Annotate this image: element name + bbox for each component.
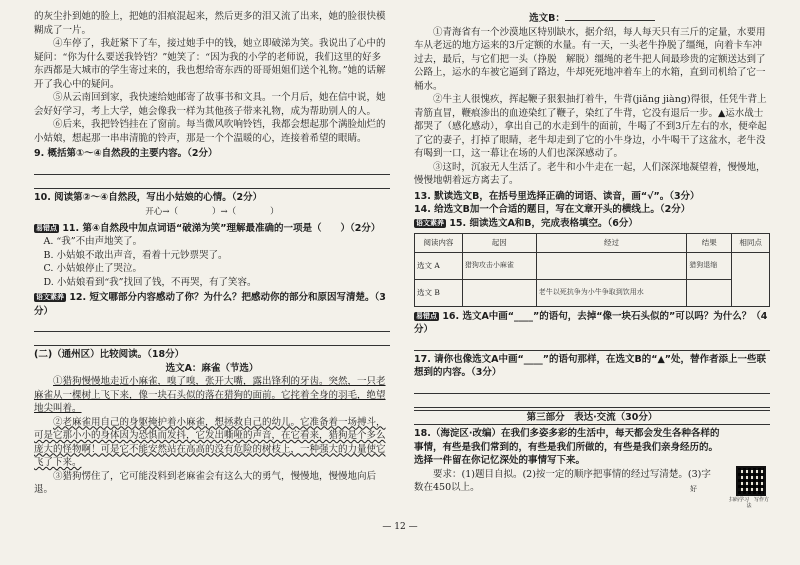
question-17: 17. 请你也像选文A中画“____”的语句那样，在选文B的“▲”处，替作者添上一些联想到的内容。（3分） [414, 353, 767, 378]
table-header: 相同点 [732, 234, 770, 253]
tag-badge: 语文素养 [36, 293, 64, 301]
mood-flow: 开心→（ ）→（ ） [145, 207, 279, 217]
text-a-paragraph-1: ①猎狗慢慢地走近小麻雀，嗅了嗅，张开大嘴，露出锋利的牙齿。突然，一只老麻雀从一棵树上飞下来，像一块石头似的落在猎狗的面前。它挓着全身的羽毛，绝望地尖叫着。 [34, 376, 386, 414]
table-header: 阅读内容 [415, 234, 463, 253]
text-a-paragraph-3: ③猎狗愣住了，它可能没料到老麻雀会有这么大的勇气，慢慢地，慢慢地向后退。 [34, 470, 377, 495]
row-label: 选文 A [415, 252, 463, 279]
passage-paragraph-4: ④车停了，我赶紧下了车，接过她手中的钱，她立即破涕为笑。我说出了心中的疑问：“你为什么要送我铃铛？”她笑了：“因为我的小学的老师说，我们这里的好多东西都是大城市的学生寄过来的，我也想给寄东西的哥哥姐姐们送个礼物。”她的话解开了我心中的疑问。 [34, 38, 386, 90]
result-cell[interactable] [687, 279, 732, 306]
question-10: 10. 阅读第②～④自然段，写出小姑娘的心情。（2分） [34, 191, 263, 203]
text-b-paragraph-1: ①青海省有一个沙漠地区特别缺水，据介绍，每人每天只有三斤的定量，水要用车从老远的地方运来的3斤定额的水量。有一天，一头老牛挣脱了缰绳，向着卡车冲过去，最后，与它们把一头（挣脱 解脱）缰绳的老牛把人间最珍贵的定额送达到了公路上，运水的车被它逼到了路边，牛却死死地冲着车上的水箱，直到司机给了它一桶水。 [414, 26, 766, 92]
answer-line [34, 332, 390, 346]
question-14: 14. 给选文B加一个合适的题目，写在文章开头的横线上。（2分） [414, 204, 691, 215]
row-label: 选文 B [415, 279, 463, 306]
tag-badge: 易错点 [416, 311, 437, 320]
question-16: 16. 选文A中画“____”的语句，去掉“像一块石头似的”可以吗？为什么？（4分） [414, 310, 768, 335]
tag-badge: 语文素养 [416, 218, 444, 227]
section-heading: (二)（通州区）比较阅读。（18分） [34, 349, 185, 360]
question-18: 18.（海淀区·改编）在我们多姿多彩的生活中，每天都会发生各种各样的事情，有些是我们常到的，有些是我们所做的，有些是我们亲身经历的。选择一件留在你记忆深处的事情写下来。 [414, 428, 720, 466]
text-a-paragraph-2: ②老麻雀用自己的身躯掩护着小麻雀，想拯救自己的幼儿。它准备着一场搏斗，可是它那小小的身体因为恐惧而发抖，它发出嘶哑的声音，在它看来，猎狗是个多么庞大的怪物啊！可是它不能安然站在高高的没有危险的树枝上，一种强大的力量使它飞了下来。 [34, 416, 386, 468]
comparison-table [414, 233, 770, 307]
page-number: — 12 — [382, 522, 418, 532]
option-d: D. 小姑娘看到“我”找回了钱，不再哭，有了笑容。 [43, 276, 257, 288]
option-c: C. 小姑娘停止了哭泣。 [43, 263, 142, 274]
answer-line [414, 394, 770, 408]
table-header: 起因 [462, 234, 536, 253]
right-column [414, 10, 770, 495]
section-heading: 第三部分 表达·交流（30分） [414, 410, 770, 426]
table-row [415, 252, 770, 279]
qr-code-icon[interactable] [736, 466, 766, 496]
option-b: B. 小姑娘不敢出声音，看着十元钞票哭了。 [43, 249, 228, 261]
passage-text: 的灰尘扑到她的脸上，把她的泪痕混起来，然后更多的泪又流了出来，她的脸很快模糊成了一片。 [34, 11, 386, 36]
question-11: 11. 第④自然段中加点词语“破涕为笑”理解最准确的一项是（ ）（2分） [62, 222, 381, 234]
table-header-row [415, 234, 770, 253]
left-column [34, 10, 390, 497]
question-12: 12. 短文哪部分内容感动了你？为什么？把感动你的部分和原因写清楚。（3分） [34, 292, 386, 317]
process-cell[interactable]: 老牛以死抗争为小牛争取到饮用水 [536, 279, 686, 306]
text-a-title: 选文A：麻雀（节选） [165, 362, 259, 374]
table-header: 结果 [687, 234, 732, 253]
cause-cell[interactable]: 猎狗攻击小麻雀 [462, 252, 536, 279]
answer-line [414, 337, 770, 351]
passage-paragraph-6: ⑥后来，我把铃铛挂在了窗前。每当微风吹响铃铛，我都会想起那个满脸灿烂的小姑娘，想起那一串串清脆的铃声，那是一个个温暖的心，连接着希望的眼睛。 [34, 119, 386, 144]
cause-cell[interactable] [462, 279, 536, 306]
table-header: 经过 [536, 234, 686, 253]
result-cell[interactable]: 猎狗退缩 [687, 252, 732, 279]
answer-line [414, 380, 770, 394]
text-b-paragraph-2: ②牛主人很愧疚，挥起鞭子狠狠抽打着牛，牛背(jiǎng jiàng)得很，任凭牛背上青筋直冒，鞭痕渗出的血迹染红了鞭子，染红了牛背，它没有退后一步。▲运水战士都哭了（感化感动），拿出自己的水走到牛的面前，牛喝了不到3斤左右的水，便牵起了它的妻子，打掉了眼睛，老牛却走到了它的小牛身边，小牛喝干了这盆水，老牛没有喝到一口，这一幕让在场的人们也深深感动了。 [414, 94, 767, 159]
option-a: A. “我”不由声地笑了。 [43, 236, 143, 247]
writing-requirements: 要求：(1)题目自拟。(2)按一定的顺序把事情的经过写清楚。(3)字数在450以上。 [414, 468, 711, 493]
process-cell[interactable] [536, 252, 686, 279]
question-13: 13. 默读选文B，在括号里选择正确的词语、读音，画“√”。（3分） [414, 190, 700, 202]
question-15: 15. 细读选文A和B，完成表格填空。（6分） [449, 217, 638, 229]
qr-label: 扫码学习 写作方法 [729, 497, 770, 509]
answer-line [34, 318, 390, 332]
common-cell[interactable] [732, 252, 770, 306]
answer-line [34, 161, 390, 175]
passage-paragraph-5: ⑤从云南回到家，我快速给她邮寄了故事书和文具。一个月后，她在信中说，她会好好学习，考上大学，她会像我一样为其他孩子带来礼物，成为帮助别人的人。 [34, 92, 386, 117]
text-b-title: 选文B： [414, 10, 770, 26]
handwritten-mark: 好 [690, 485, 697, 493]
tag-badge: 易错点 [36, 223, 57, 232]
table-row [415, 279, 770, 306]
answer-line [34, 175, 390, 189]
text-b-paragraph-3: ③这时，沉寂无人生活了。老牛和小牛走在一起，人们深深地凝望着，慢慢地，慢慢地朝着远方离去了。 [414, 161, 766, 186]
question-9: 9. 概括第①～④自然段的主要内容。（2分） [34, 148, 218, 159]
